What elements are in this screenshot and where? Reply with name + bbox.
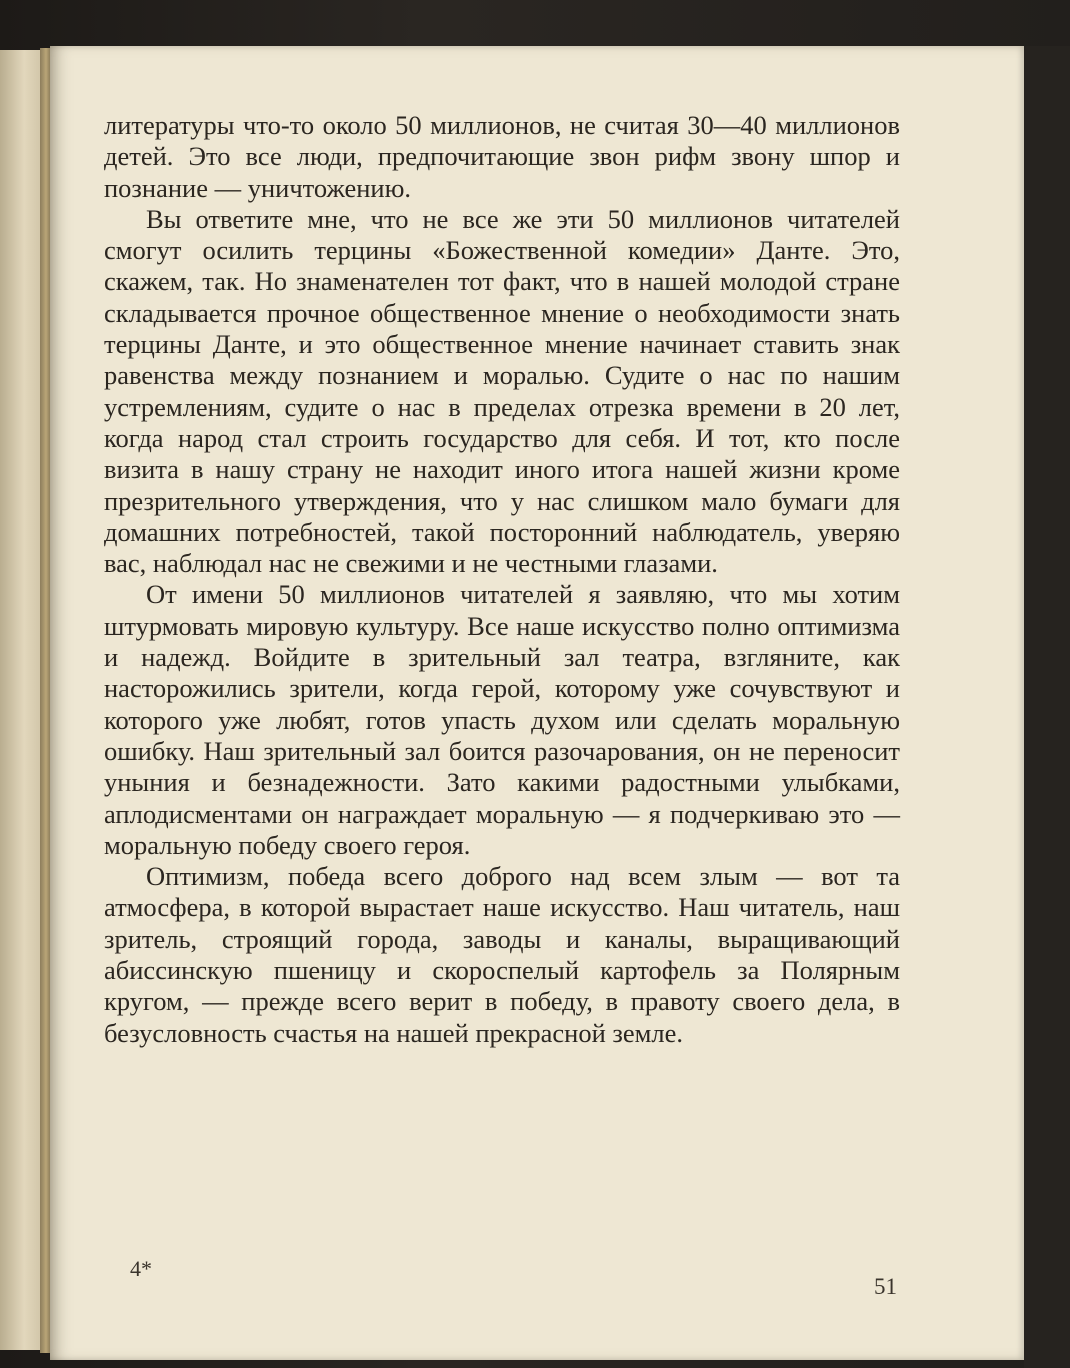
paragraph: Вы ответите мне, что не все же эти 50 миллионов читателей смогут осилить терцины «Божественной комедии» Данте. Это, скажем, так. Но знаменателен тот факт, что в нашей молодой стране складывается прочное общественное мнение о необходимости знать терцины Данте, и это общественное мнение начинает ставить знак равенства между познанием и моралью. Судите о нас по нашим устремлениям, судите о нас в пределах отрезка времени в 20 лет, когда народ стал строить государство для себя. И тот, кто после визита в нашу страну не находит иного итога нашей жизни кроме презрительного утверждения, что у нас слишком мало бумаги для домашних потребностей, такой посторонний наблюдатель, уверяю вас, наблюдал нас не свежими и не честными глазами. bbox=[104, 203, 900, 579]
paragraph: литературы что-то около 50 миллионов, не считая 30—40 миллионов детей. Это все люди, предпочитающие звон рифм звону шпор и познание — уничтожению. bbox=[104, 110, 900, 203]
paragraph: Оптимизм, победа всего доброго над всем злым — вот та атмосфера, в которой вырастает наше искусство. Наш читатель, наш зритель, строящий города, заводы и каналы, выращивающий абиссинскую пшеницу и скороспелый картофель за Полярным кругом, — прежде всего верит в победу, в правоту своего дела, в безусловность счастья на нашей прекрасной земле. bbox=[104, 861, 900, 1048]
paragraph: От имени 50 миллионов читателей я заявляю, что мы хотим штурмовать мировую культуру. Все наше искусство полно оптимизма и надежд. Войдите в зрительный зал театра, взгляните, как насторожились зрители, когда герой, которому уже сочувствуют и которого уже любят, готов упасть духом или сделать моральную ошибку. Наш зрительный зал боится разочарования, он не переносит уныния и безнадежности. Зато какими радостными улыбками, аплодисментами он награждает моральную — я подчеркиваю это — моральную победу своего героя. bbox=[104, 579, 900, 860]
printer-signature-mark: 4* bbox=[130, 1256, 152, 1281]
page-number: 51 bbox=[874, 1274, 897, 1299]
page-text bbox=[104, 110, 900, 1049]
right-background-edge bbox=[1024, 46, 1070, 1368]
